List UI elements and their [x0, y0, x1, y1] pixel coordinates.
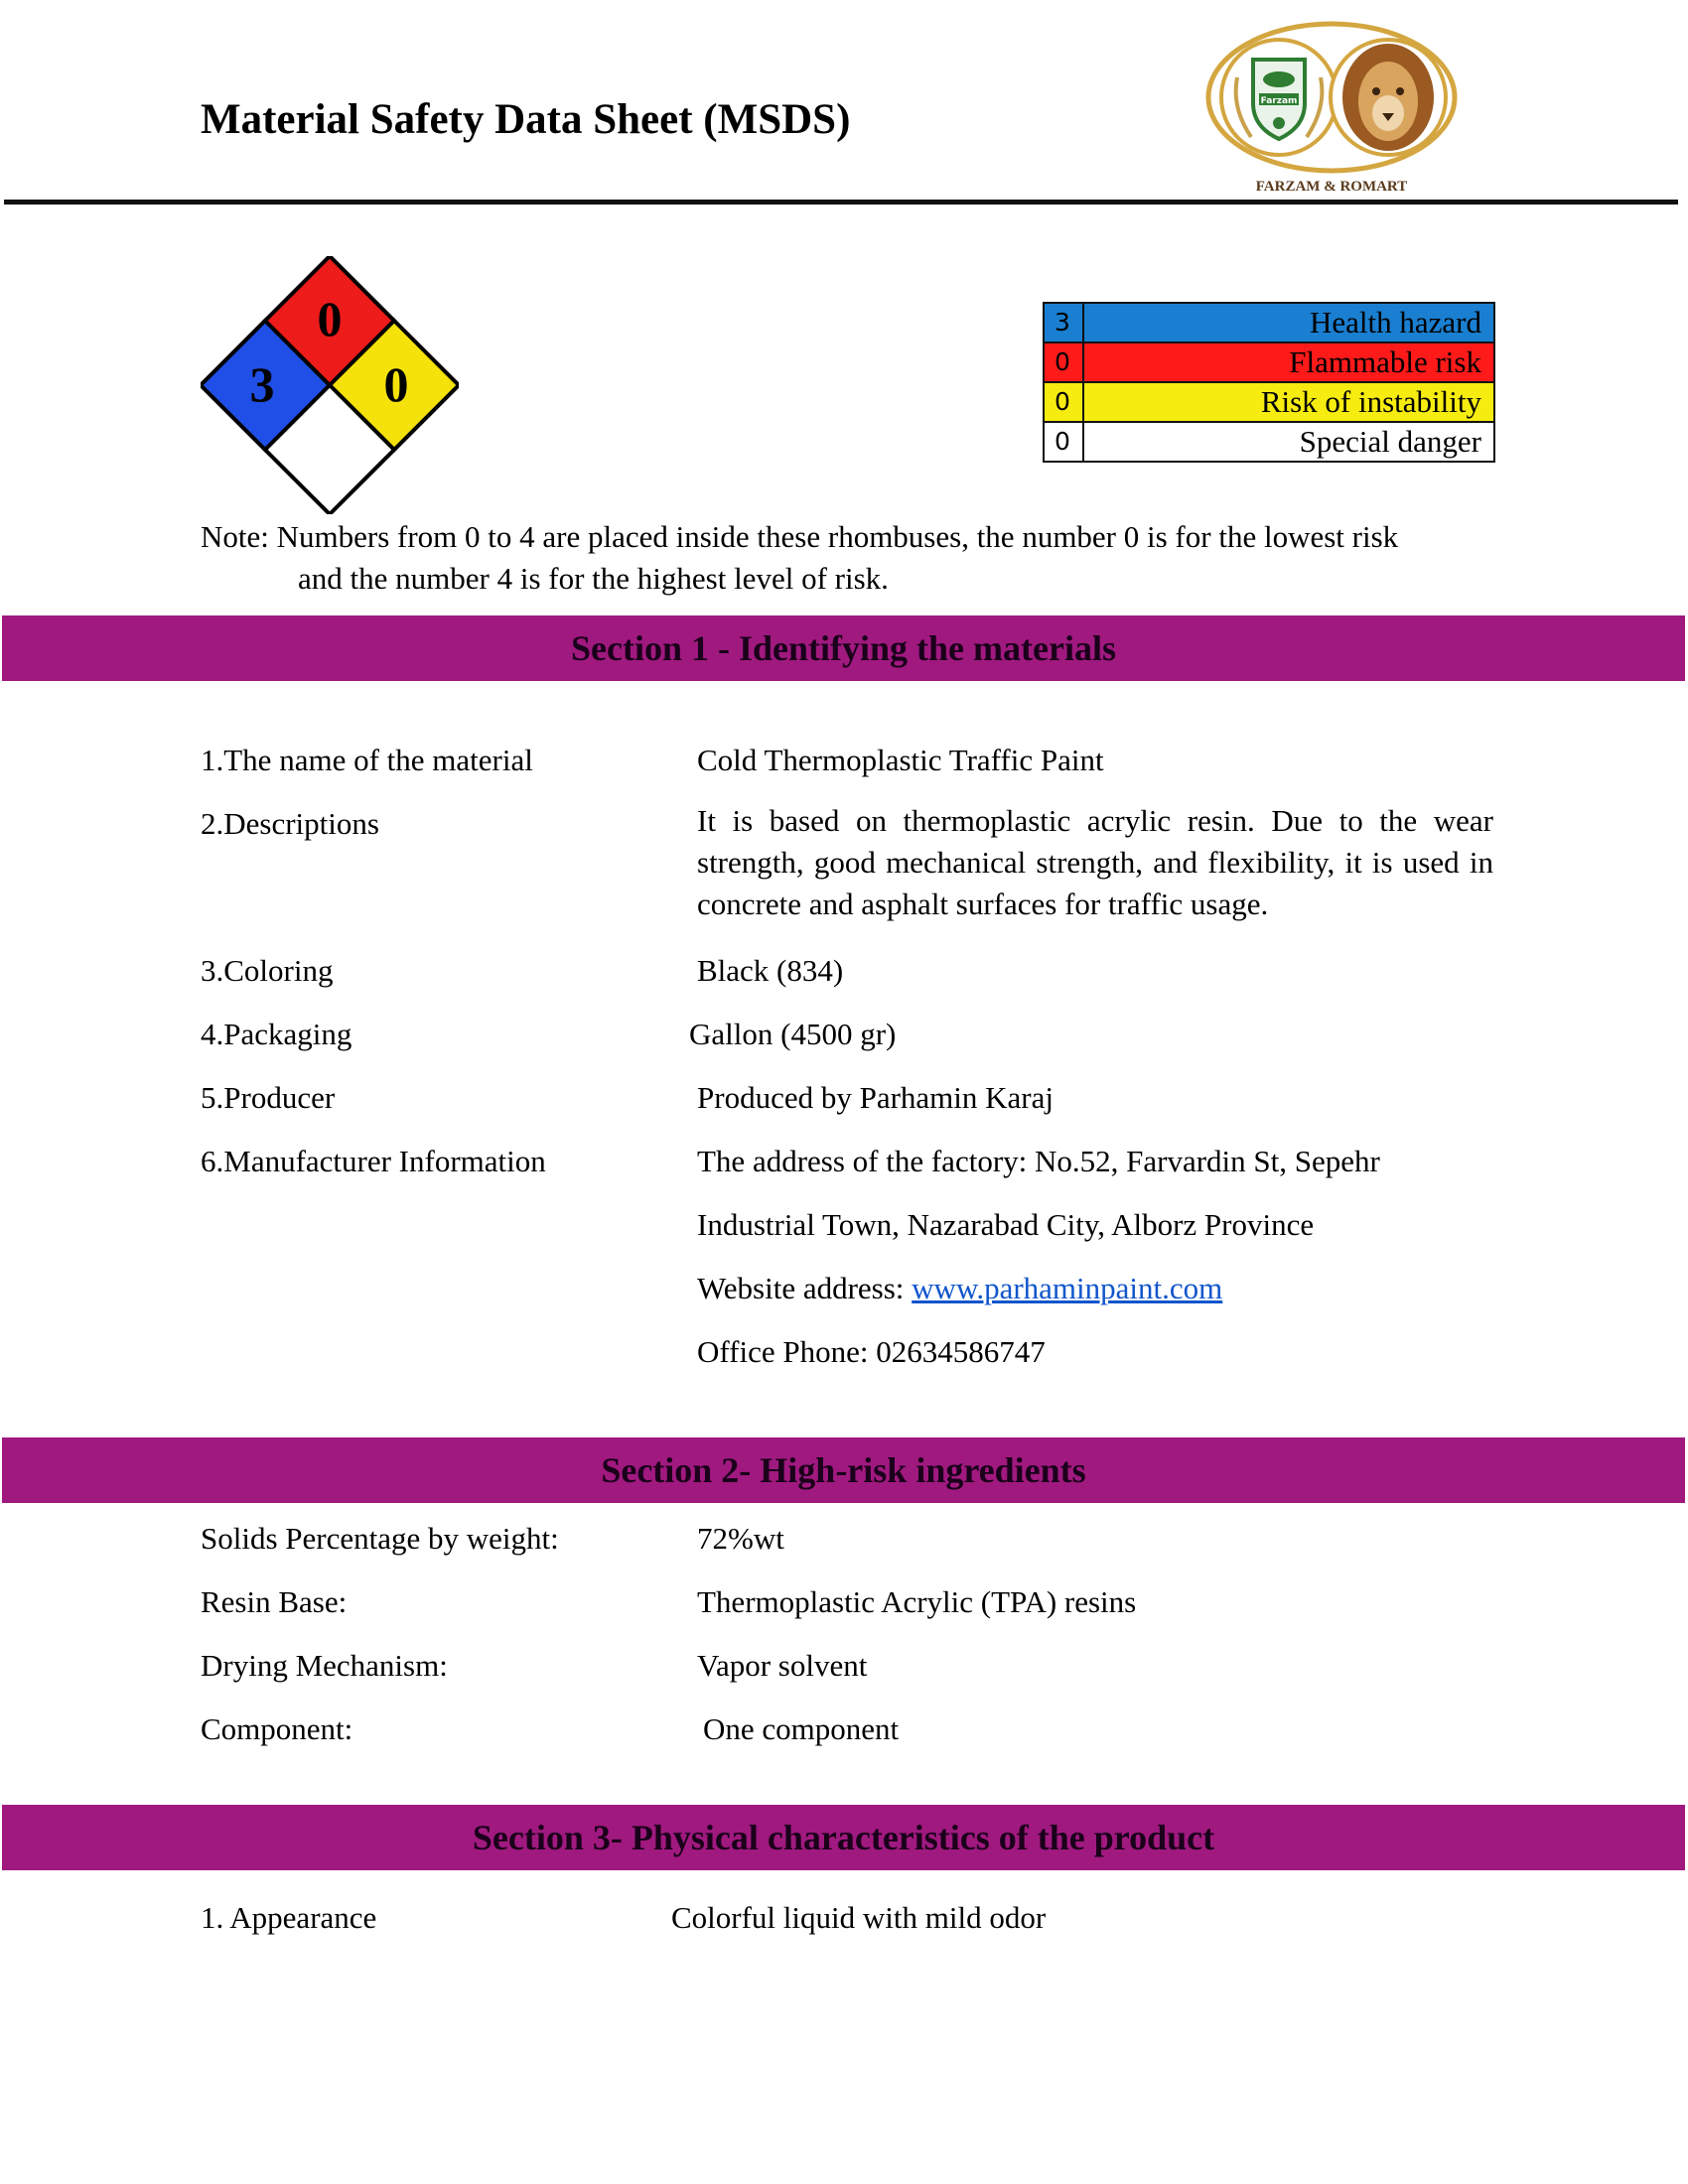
legend-label: Flammable risk: [1083, 342, 1494, 382]
legend-row-instability: [1044, 382, 1494, 422]
hazard-diamond: [201, 256, 459, 514]
field-value: 72%wt: [697, 1521, 784, 1556]
legend-num: 0: [1044, 342, 1083, 382]
company-logo: [1201, 18, 1462, 195]
risk-note: [201, 516, 1491, 600]
website-label: Website address:: [697, 1271, 913, 1305]
section2-header: Section 2- High-risk ingredients: [2, 1437, 1685, 1503]
diamond-instability-value: 0: [383, 356, 409, 412]
legend-label: Special danger: [1083, 422, 1494, 462]
office-phone: Office Phone: 02634586747: [697, 1334, 1046, 1369]
field-label: 5.Producer: [201, 1080, 336, 1115]
hazard-legend-table: [1043, 302, 1495, 463]
field-value: The address of the factory: No.52, Farvardin St, Sepehr: [697, 1144, 1380, 1178]
field-value-description: It is based on thermoplastic acrylic resin. Due to the wear strength, good mechanical strength, and flexibility, it is used in concrete and asphalt surfaces for traffic usage.: [697, 803, 1493, 921]
field-value: Thermoplastic Acrylic (TPA) resins: [697, 1584, 1137, 1619]
field-label: Drying Mechanism:: [201, 1648, 448, 1683]
legend-label: Risk of instability: [1083, 382, 1494, 422]
header-divider: [4, 200, 1678, 205]
legend-num: 0: [1044, 422, 1083, 462]
website-link[interactable]: www.parhaminpaint.com: [912, 1271, 1223, 1305]
field-label: Solids Percentage by weight:: [201, 1521, 559, 1556]
field-label: Component:: [201, 1711, 353, 1746]
risk-note-line1: Note: Numbers from 0 to 4 are placed inside these rhombuses, the number 0 is for the lowest risk: [201, 519, 1399, 554]
field-value: Black (834): [697, 953, 844, 988]
diamond-health-value: 3: [249, 356, 275, 412]
diamond-flammability-value: 0: [317, 291, 343, 346]
field-value: Gallon (4500 gr): [689, 1017, 897, 1051]
section3-header: Section 3- Physical characteristics of the product: [2, 1805, 1685, 1870]
website-line: [697, 1271, 1222, 1306]
legend-row-special: [1044, 422, 1494, 462]
field-label: 2.Descriptions: [201, 806, 379, 841]
field-label: 6.Manufacturer Information: [201, 1144, 546, 1178]
field-value: Cold Thermoplastic Traffic Paint: [697, 743, 1104, 777]
legend-num: 0: [1044, 382, 1083, 422]
field-label: 4.Packaging: [201, 1017, 352, 1051]
legend-num: 3: [1044, 303, 1083, 342]
field-label: 1.The name of the material: [201, 743, 533, 777]
legend-row-flammable: [1044, 342, 1494, 382]
page-title: Material Safety Data Sheet (MSDS): [201, 96, 851, 143]
address-line2: Industrial Town, Nazarabad City, Alborz Province: [697, 1207, 1315, 1242]
logo-badge-text: Farzam: [1260, 96, 1298, 106]
logo-caption: FARZAM & ROMART: [1255, 179, 1408, 195]
risk-note-line2: and the number 4 is for the highest level of risk.: [298, 561, 889, 596]
section1-header: Section 1 - Identifying the materials: [2, 615, 1685, 681]
field-value: Produced by Parhamin Karaj: [697, 1080, 1054, 1115]
legend-row-health: [1044, 303, 1494, 342]
field-label: 3.Coloring: [201, 953, 334, 988]
field-value: Colorful liquid with mild odor: [671, 1900, 1047, 1935]
field-value: Vapor solvent: [697, 1648, 868, 1683]
field-label: 1. Appearance: [201, 1900, 377, 1935]
field-label: Resin Base:: [201, 1584, 348, 1619]
legend-label: Health hazard: [1083, 303, 1494, 342]
field-value: One component: [703, 1711, 900, 1746]
